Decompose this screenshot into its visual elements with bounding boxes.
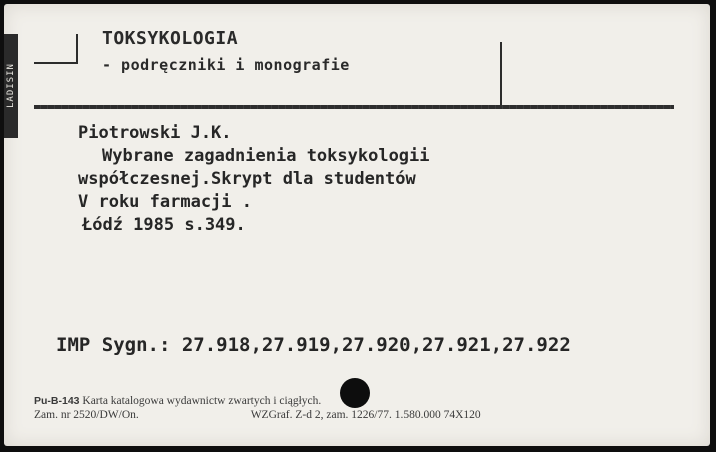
catalog-card — [4, 4, 710, 446]
printer-info: WZGraf. Z-d 2, zam. 1226/77. 1.580.000 74X120 — [250, 409, 481, 421]
entry-imprint: Łódź 1985 s.349. — [82, 215, 246, 235]
entry-title-line-2: współczesnej.Skrypt dla studentów — [78, 169, 416, 189]
header-mark — [34, 62, 78, 64]
side-stamp: LADISIN — [4, 34, 18, 138]
call-numbers: IMP Sygn.: 27.918,27.919,27.920,27.921,27.922 — [56, 334, 571, 356]
heading-rule — [34, 105, 674, 109]
header-divider-left — [76, 34, 78, 64]
entry-author: Piotrowski J.K. — [78, 123, 232, 143]
card-footer — [34, 394, 694, 422]
bibliographic-entry — [78, 122, 430, 237]
form-code: Pu-B-143 — [34, 395, 80, 407]
subject-subheading: - podręczniki i monografie — [102, 56, 350, 74]
subject-heading: TOKSYKOLOGIA — [102, 28, 239, 49]
entry-title-line-3: V roku farmacji . — [78, 192, 252, 212]
order-number: Zam. nr 2520/DW/On. — [34, 409, 139, 421]
entry-title-line-1: Wybrane zagadnienia toksykologii — [102, 146, 430, 166]
header-divider-right — [500, 42, 502, 106]
form-description: Karta katalogowa wydawnictw zwartych i ciągłych. — [82, 395, 322, 407]
